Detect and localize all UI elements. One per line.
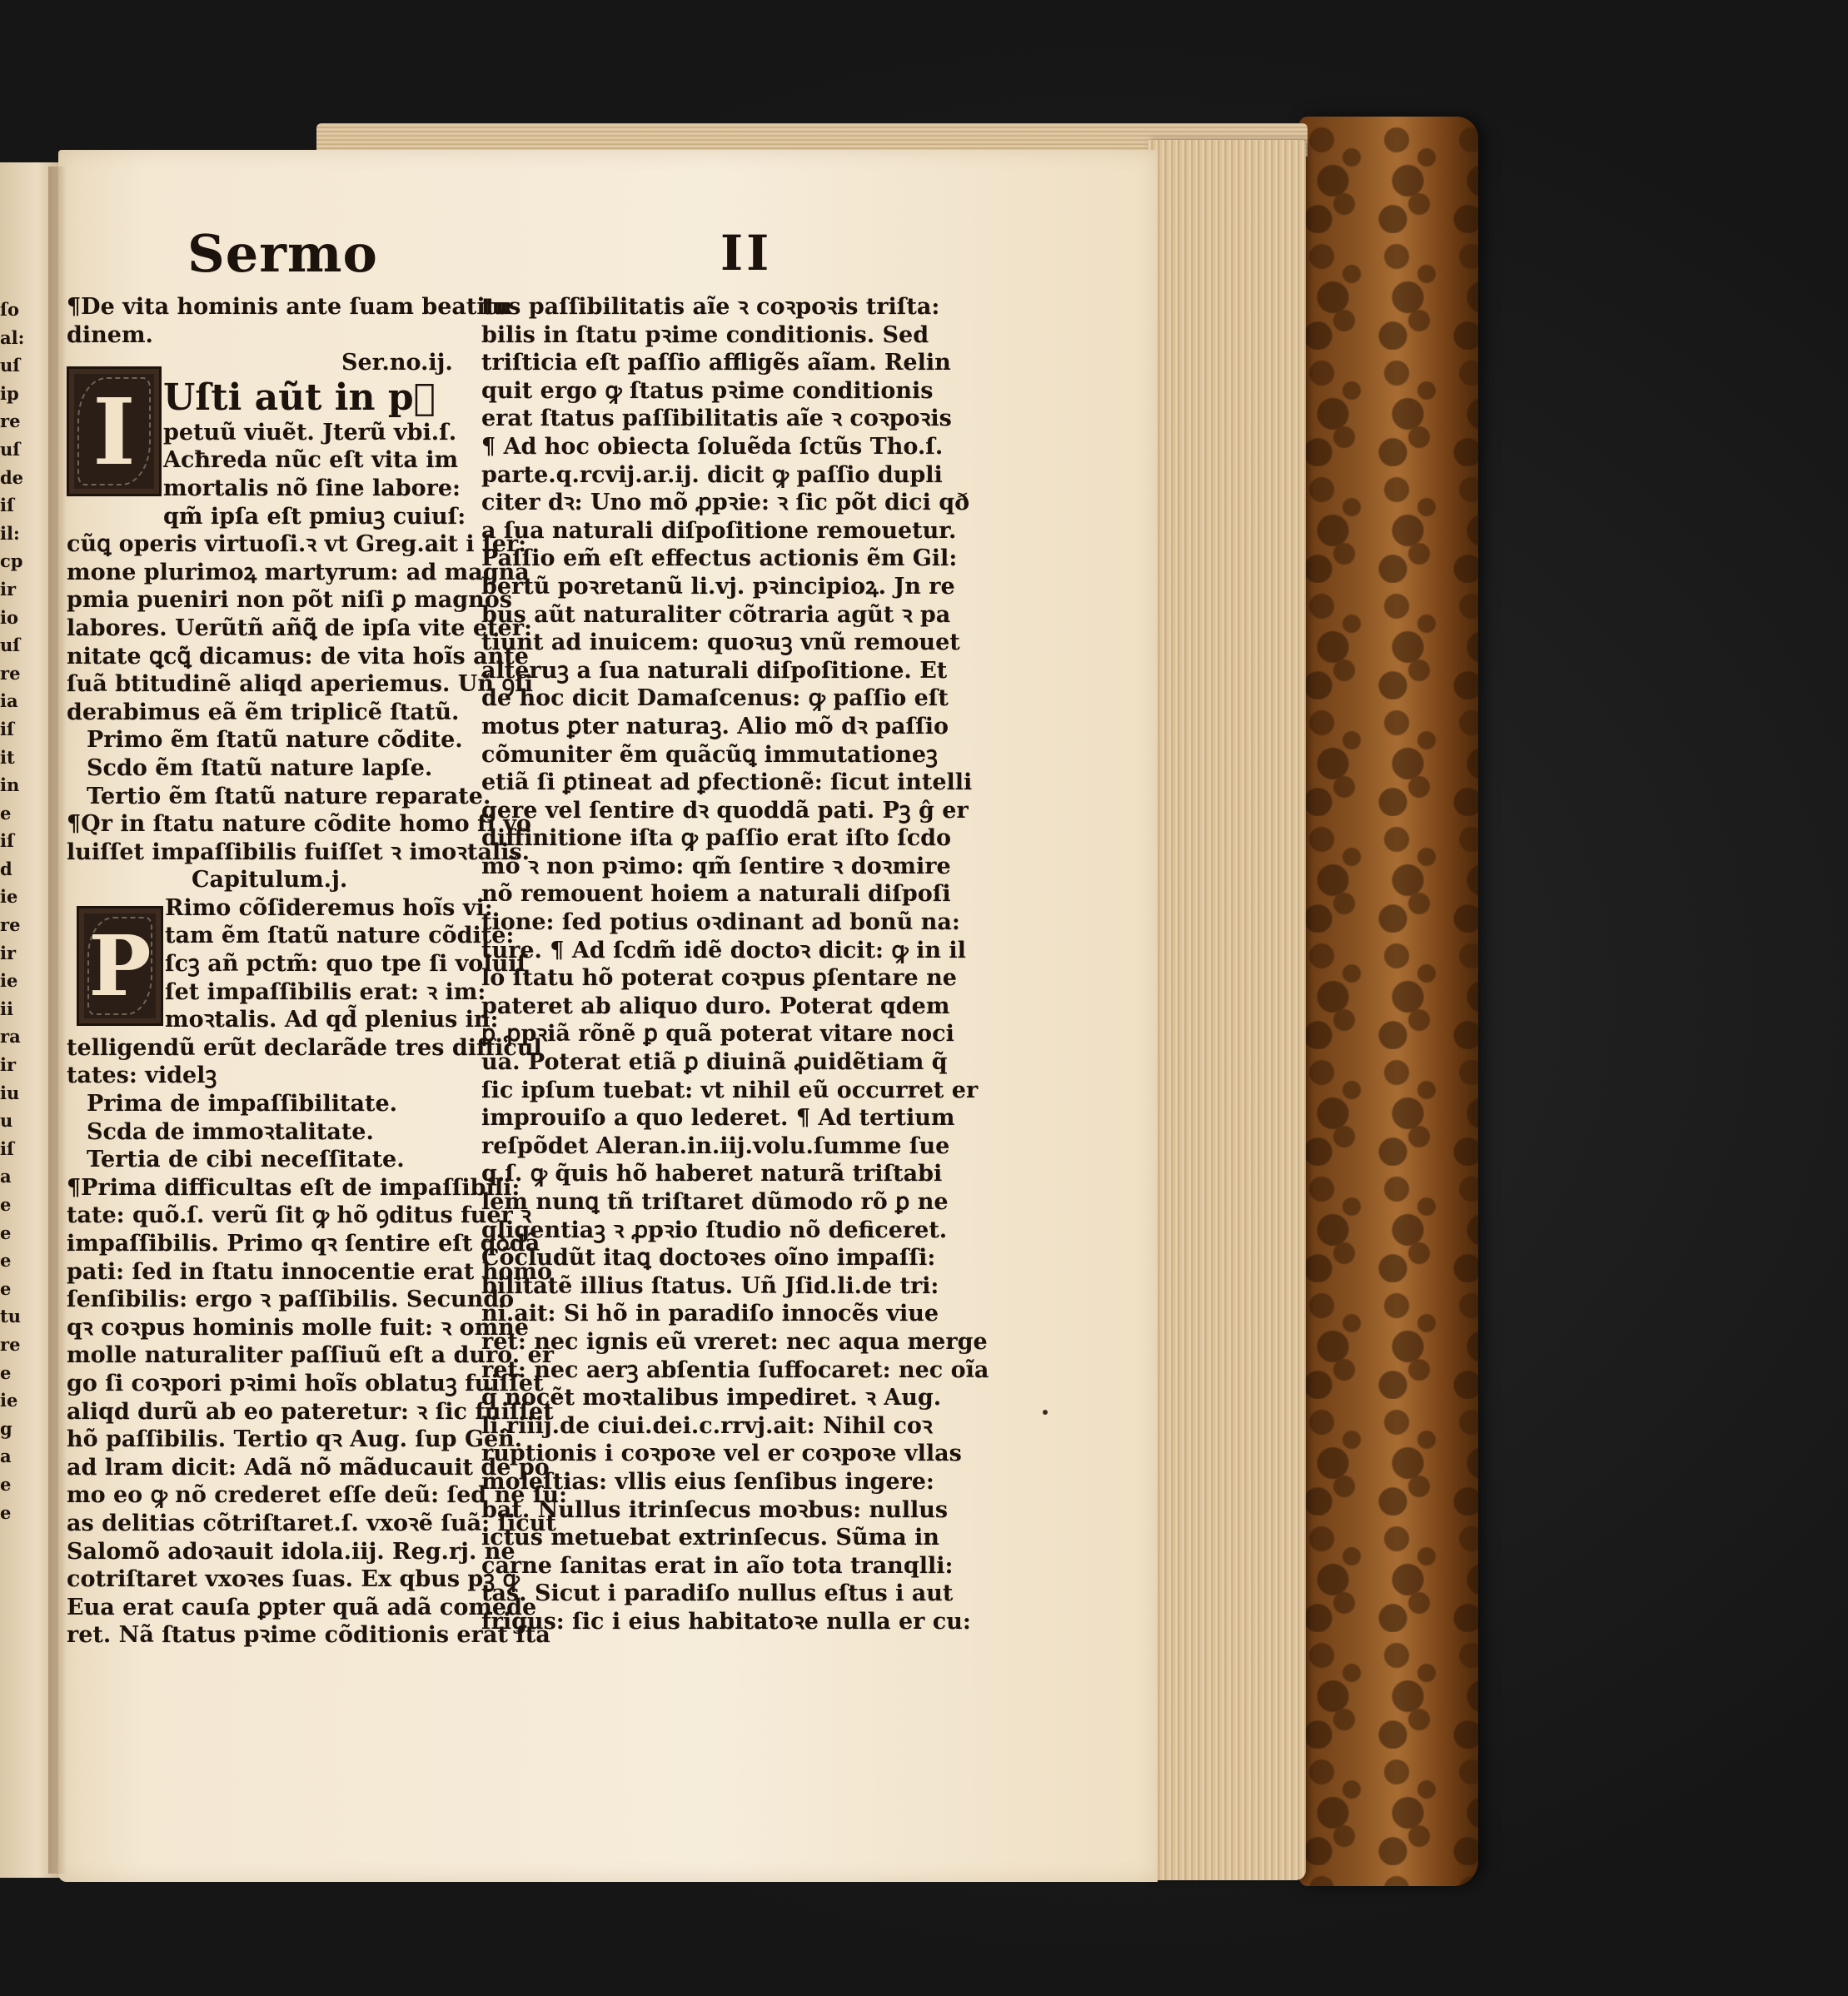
text-line: re bbox=[0, 914, 21, 936]
text-line: Tertia de cibi neceſſitate. bbox=[87, 1147, 405, 1173]
text-line: tu bbox=[0, 1306, 21, 1327]
text-line: qꝛ coꝛpus hominis molle fuit: ꝛ omne bbox=[67, 1314, 529, 1341]
text-line: q̃ nocẽt moꝛtalibus impediret. ꝛ Aug. bbox=[481, 1385, 942, 1411]
text-line: ſuã btitudinẽ aliqd aperiemus. Uñ ꝯſi bbox=[67, 671, 534, 698]
text-line: gere vel ſentire dꝛ quoddã pati. Pꝫ ĝ er bbox=[481, 797, 969, 824]
text-line: impaſſibilis. Primo qꝛ ſentire eſt qꝺdã bbox=[67, 1231, 540, 1257]
text-line: tam ẽm ſtatũ nature cõdite: bbox=[165, 923, 515, 949]
text-line: iſ bbox=[0, 1137, 15, 1159]
text-line: labores. Uerũtñ añꝗ̃ de ipſa vite eter: bbox=[67, 615, 532, 641]
text-line: ii bbox=[0, 998, 13, 1019]
text-line: gligentiaꝫ ꝛ ꝓpꝛio ſtudio nõ deficeret. bbox=[481, 1217, 948, 1243]
text-line: de bbox=[0, 466, 24, 488]
text-line: e bbox=[0, 1501, 12, 1523]
page-block-fore-edge bbox=[1148, 140, 1306, 1880]
text-line: q.ſ. ꝙ q̃uis hõ haberet naturã triſtabi bbox=[481, 1161, 943, 1187]
text-line: mo eo ꝙ nõ crederet eſſe deũ: ſed ne ſu: bbox=[67, 1482, 567, 1509]
text-line: ret: nec ignis eũ vreret: nec aqua merge bbox=[481, 1328, 988, 1355]
text-line: iſ bbox=[0, 495, 15, 516]
text-line: bertũ poꝛretanũ li.vj. pꝛincipioꝝ. Jn re bbox=[481, 573, 955, 600]
text-line: pateret ab aliquo duro. Poterat qdem bbox=[481, 993, 950, 1019]
text-line: tione: ſed potius oꝛdinant ad bonũ na: bbox=[481, 909, 960, 936]
text-line: Cõcludũt itaꝗ doctoꝛes oĩno impaſſi: bbox=[481, 1245, 936, 1272]
text-line: ie bbox=[0, 970, 18, 992]
text-line: ictus metuebat extrinſecus. Sũma in bbox=[481, 1525, 939, 1551]
text-line: ret: nec aerꝫ abſentia ſuffocaret: nec oĩa bbox=[481, 1356, 989, 1383]
text-line: derabimus eã ẽm triplicẽ ſtatũ. bbox=[67, 699, 460, 725]
text-line: etiã ſi ꝑtineat ad ꝑfectionẽ: ſicut intelli bbox=[481, 769, 973, 796]
text-line: de hoc dicit Damaſcenus: ꝙ paſſio eſt bbox=[481, 685, 949, 712]
text-line: Acħreda nũc eſt vita im bbox=[163, 447, 459, 474]
text-line: bus aũt naturaliter cõtraria agũt ꝛ pa bbox=[481, 601, 951, 628]
text-line: iſ bbox=[0, 830, 15, 852]
text-line: re bbox=[0, 1333, 21, 1355]
text-line: ir bbox=[0, 1054, 17, 1076]
initial-vine-ornament bbox=[77, 377, 151, 485]
text-line: ruptionis i coꝛpoꝛe vel er coꝛpoꝛe vllas bbox=[481, 1441, 962, 1467]
text-line: tates: videlꝫ bbox=[67, 1063, 217, 1089]
text-line: ie bbox=[0, 1390, 18, 1411]
text-line: telligendũ erũt declarãde tres difficul bbox=[67, 1034, 542, 1061]
text-line: in bbox=[0, 774, 20, 796]
text-line: moleſtias: vllis eius ſenſibus ingere: bbox=[481, 1468, 934, 1495]
text-line: e bbox=[0, 802, 12, 824]
text-line: aliqd durũ ab eo pateretur: ꝛ ſic fuiſſet bbox=[67, 1398, 554, 1425]
text-line: Primo ẽm ſtatũ nature cõdite. bbox=[87, 727, 463, 754]
text-line: moꝛtalis. Ad qd̃ plenius in: bbox=[165, 1007, 499, 1033]
text-line: uſ bbox=[0, 438, 21, 460]
text-line: ip bbox=[0, 382, 19, 404]
text-line: ¶De vita hominis ante ſuam beatitu bbox=[67, 294, 512, 320]
text-line: iu bbox=[0, 1082, 20, 1103]
text-line: e bbox=[0, 1222, 12, 1243]
text-line: go ſi coꝛpori pꝛimi hoĩs oblatuꝫ fuiſſet bbox=[67, 1370, 544, 1396]
text-line: e bbox=[0, 1473, 12, 1495]
leather-cover bbox=[1299, 117, 1478, 1886]
text-line: luiſſet impaſſibilis fuiſſet ꝛ imoꝛtalis. bbox=[67, 839, 530, 865]
text-line: reſpõdet Aleran.in.iij.volu.ſumme ſue bbox=[481, 1132, 950, 1159]
text-line: re bbox=[0, 411, 21, 432]
text-line: erat ſtatus paſſibilitatis aĩe ꝛ coꝛpoꝛis bbox=[481, 406, 952, 432]
text-line: ua. Poterat etiã ꝑ diuinã ꝓuidẽtiam q̃ bbox=[481, 1049, 948, 1076]
text-line: e bbox=[0, 1250, 12, 1272]
text-line: uſ bbox=[0, 355, 21, 376]
text-line: cotriſtaret vxoꝛes ſuas. Ex qbus pꝫ ꝙ bbox=[67, 1566, 520, 1593]
text-line: pmia pueniri non põt niſi ꝑ magnos bbox=[67, 587, 512, 614]
text-line: nõ remouent hoiem a naturali diſpoſi bbox=[481, 881, 951, 908]
text-line: ſenſibilis: ergo ꝛ paſſibilis. Secundo bbox=[67, 1287, 515, 1313]
text-line: Eua erat cauſa ꝑpter quã adã comede bbox=[67, 1594, 537, 1620]
text-line: cp bbox=[0, 550, 23, 572]
text-line: Tertio ẽm ſtatũ nature reparate. bbox=[87, 783, 491, 809]
folio-number: II bbox=[720, 225, 773, 281]
text-line: ture. ¶ Ad ſcdm̃ idẽ doctoꝛ dicit: ꝙ in il bbox=[481, 937, 966, 963]
text-line: dinem. bbox=[67, 321, 153, 348]
text-line: Uſti aũt in pᷣ bbox=[163, 376, 436, 419]
text-line: ¶ Ad hoc obiecta ſoluẽda ſctũs Tho.ſ. bbox=[481, 433, 944, 460]
text-line: qm̃ ipſa eſt pmiuꝫ cuiuſ: bbox=[163, 503, 466, 530]
text-line: lem nunꝗ tñ triſtaret dũmodo rõ ꝑ ne bbox=[481, 1189, 949, 1215]
text-line: a ſua naturali diſpoſitione remouetur. bbox=[481, 517, 957, 544]
text-line: bilis in ſtatu pꝛime conditionis. Sed bbox=[481, 321, 929, 348]
text-line: tiunt ad inuicem: quoꝛuꝫ vnũ remouet bbox=[481, 630, 960, 656]
book-gutter bbox=[48, 167, 67, 1874]
text-line: mortalis nõ ſine labore: bbox=[163, 475, 461, 501]
text-line: d bbox=[0, 858, 12, 879]
text-line: e bbox=[0, 1361, 12, 1383]
text-line: petuũ viuẽt. Jterũ vbi.ſ. bbox=[163, 419, 457, 445]
text-line: ie bbox=[0, 886, 18, 908]
text-line: ſet impaſſibilis erat: ꝛ im: bbox=[165, 978, 486, 1005]
text-line: il: bbox=[0, 522, 20, 544]
text-line: quit ergo ꝙ ſtatus pꝛime conditionis bbox=[481, 377, 934, 404]
decorated-initial-first bbox=[67, 366, 162, 496]
text-line: bat. Nullus itrinſecus moꝛbus: nullus bbox=[481, 1496, 949, 1523]
text-line: Paſſio em̃ eſt effectus actionis ẽm Gil: bbox=[481, 545, 958, 572]
text-line: iſ bbox=[0, 718, 15, 739]
text-line: Scdo ẽm ſtatũ nature lapſe. bbox=[87, 754, 433, 781]
text-line: tus paſſibilitatis aĩe ꝛ coꝛpoꝛis triſta: bbox=[481, 294, 940, 320]
text-line: e bbox=[0, 1277, 12, 1299]
page-speck bbox=[1043, 1410, 1048, 1415]
text-line: ¶Prima difficultas eſt de impaſſibili: bbox=[67, 1174, 521, 1201]
text-line: ꝑ ꝓpꝛiã rõnẽ ꝑ quã poterat vitare noci bbox=[481, 1021, 954, 1048]
text-line: citer dꝛ: Uno mõ ꝓpꝛie: ꝛ ſic põt dici qð bbox=[481, 490, 970, 516]
text-line: it bbox=[0, 746, 15, 768]
text-line: li.riiij.de ciui.dei.c.rrvj.ait: Nihil coꝛ bbox=[481, 1412, 933, 1439]
right-text-column bbox=[481, 293, 989, 1636]
text-line: ſo bbox=[0, 299, 20, 320]
text-line: al: bbox=[0, 326, 25, 348]
text-line: ad lram dicit: Adã nõ mãducauit de po bbox=[67, 1454, 550, 1481]
text-line: ſic ipſum tuebat: vt nihil eũ occurret er bbox=[481, 1077, 979, 1103]
text-line: g bbox=[0, 1417, 12, 1439]
text-line: io bbox=[0, 606, 18, 628]
initial-letter: P bbox=[88, 917, 152, 1015]
text-line: a bbox=[0, 1166, 12, 1187]
text-line: molle naturaliter paſſiuũ eſt a duro. er bbox=[67, 1342, 554, 1369]
text-line: ſcꝫ añ pctm̃: quo tpe ſi voluiſ bbox=[165, 951, 527, 978]
text-line: mone plurimoꝝ martyrum: ad magna bbox=[67, 559, 530, 585]
initial-vine-ornament bbox=[87, 917, 152, 1015]
text-line: Salomõ adoꝛauit idola.iij. Reg.rj. ne bbox=[67, 1538, 516, 1565]
text-line: mõ ꝛ non pꝛimo: qm̃ ſentire ꝛ doꝛmire bbox=[481, 853, 951, 879]
running-head: Sermo bbox=[187, 223, 378, 284]
initial-letter: I bbox=[92, 377, 136, 485]
text-line: a bbox=[0, 1446, 12, 1467]
text-line: uſ bbox=[0, 635, 21, 656]
text-line: as delitias cõtriſtaret.ſ. vxoꝛẽ ſuã: ſicut bbox=[67, 1510, 556, 1536]
text-line: tas. Sicut i paradiſo nullus eſtus i aut bbox=[481, 1580, 954, 1607]
decorated-initial-second bbox=[77, 906, 163, 1026]
text-line: Ser.no.ij. bbox=[341, 350, 453, 376]
text-line: parte.q.rcvij.ar.ij. dicit ꝙ paſſio dupli bbox=[481, 461, 943, 488]
text-line: ni.ait: Si hõ in paradiſo innocẽs viue bbox=[481, 1301, 939, 1327]
text-line: diffinitione iſta ꝙ paſſio erat iſto ſcdo bbox=[481, 825, 952, 852]
text-line: cõmuniter ẽm quãcũꝗ immutationeꝫ bbox=[481, 741, 938, 768]
text-line: nitate ꝗcꝗ̃ dicamus: de vita hoĩs ante bbox=[67, 643, 529, 669]
text-line: Prima de impaſſibilitate. bbox=[87, 1091, 398, 1117]
text-line: Capitulum.j. bbox=[192, 867, 348, 893]
text-line: ra bbox=[0, 1026, 21, 1048]
text-line: ir bbox=[0, 578, 17, 600]
cover-mottling bbox=[1299, 117, 1478, 1886]
text-line: Rimo cõſideremus hoĩs vi: bbox=[165, 894, 493, 921]
text-line: pati: ſed in ſtatu innocentie erat homo bbox=[67, 1258, 552, 1285]
text-line: ir bbox=[0, 942, 17, 963]
text-line: improuiſo a quo lederet. ¶ Ad tertium bbox=[481, 1105, 955, 1132]
text-line: alteruꝫ a ſua naturali diſpoſitione. Et bbox=[481, 657, 948, 684]
text-line: bilitatẽ illius ſtatus. Uñ Jſid.li.de tri: bbox=[481, 1272, 939, 1299]
text-line: e bbox=[0, 1194, 12, 1215]
text-line: tate: quõ.ſ. verũ ſit ꝙ hõ ꝯditus fuer ꝛ bbox=[67, 1202, 531, 1229]
facing-page-text-fragments bbox=[0, 296, 25, 1526]
text-line: cũꝗ operis virtuoſi.ꝛ vt Greg.ait i ſer: bbox=[67, 531, 527, 558]
text-line: carne ſanitas erat in aĩo tota tranqlli: bbox=[481, 1552, 954, 1579]
text-line: hõ paſſibilis. Tertio qꝛ Aug. ſup Geñ. bbox=[67, 1426, 523, 1453]
text-line: re bbox=[0, 662, 21, 684]
text-line: u bbox=[0, 1110, 13, 1132]
text-line: triſticia eſt paſſio affligẽs aĩam. Relin bbox=[481, 350, 951, 376]
text-line: motus ꝑter naturaꝫ. Alio mõ dꝛ paſſio bbox=[481, 713, 949, 739]
text-line: lo ſtatu hõ poterat coꝛpus ꝑſentare ne bbox=[481, 965, 957, 992]
text-line: frigus: ſic i eius habitatoꝛe nulla er cu: bbox=[481, 1608, 971, 1635]
text-line: ret. Nã ſtatus pꝛime cõditionis erat ſta bbox=[67, 1622, 550, 1649]
text-line: ia bbox=[0, 690, 18, 712]
text-line: ¶Qr in ſtatu nature cõdite homo ſi vo bbox=[67, 811, 531, 838]
text-line: Scda de immoꝛtalitate. bbox=[87, 1118, 374, 1145]
